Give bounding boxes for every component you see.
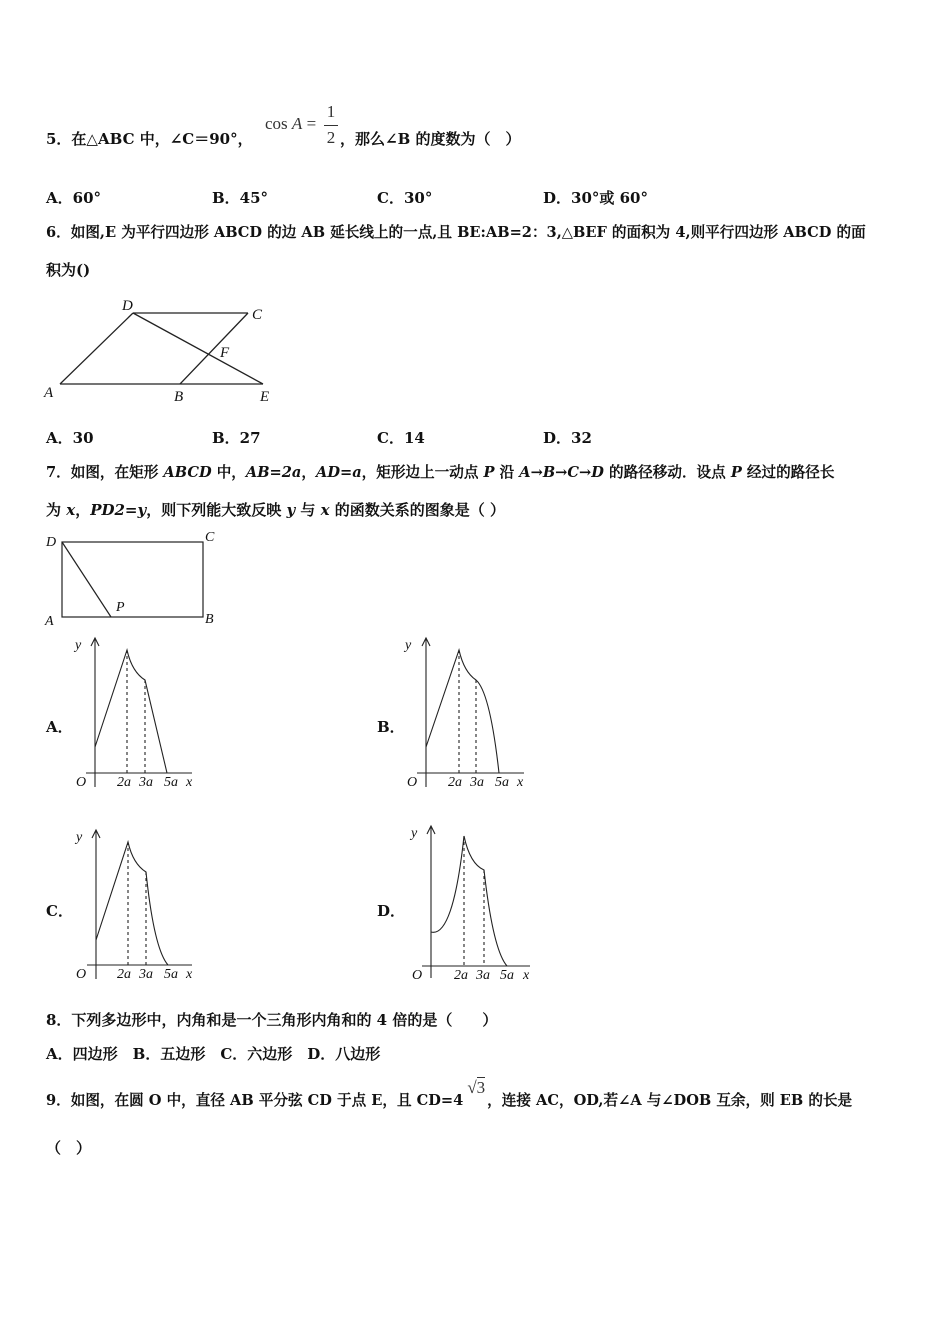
q7-l1-p4: ， [301, 464, 316, 481]
q7-label-b: B [205, 612, 214, 627]
graph-a-y-label: y [75, 638, 82, 653]
q5-option-b: B．45° [212, 189, 269, 207]
graph-b-x-label: x [517, 775, 524, 790]
q7-l1-p5: AD=a [316, 464, 362, 481]
q7-l1-p7: P [483, 464, 495, 481]
graph-b-tick-2a: 2a [448, 775, 462, 790]
q7-option-c: C． [46, 902, 73, 920]
q5-cos-var: A [291, 114, 303, 133]
q5-text-after: ，那么∠B 的度数为（ ） [340, 130, 521, 148]
q6-edge-cb [180, 313, 248, 384]
q7-l2-p0: 为 [46, 501, 67, 519]
q5-fraction-bar [324, 125, 338, 126]
q6-option-d: D．32 [543, 429, 592, 447]
graph-d-origin: O [412, 968, 423, 983]
q7-l1-p10: 的路径移动．设点 [603, 464, 731, 481]
q7-graph-c [70, 824, 200, 984]
graph-a-curve [95, 650, 167, 773]
q7-l2-p4: ，则下列能大致反映 [146, 501, 287, 519]
q6-line1: 6．如图,E 为平行四边形 ABCD 的边 AB 延长线上的一点,且 BE:AB=2：3,△BEF 的面积为 4,则平行四边形 ABCD 的面 [46, 224, 866, 241]
graph-a-tick-3a: 3a [139, 775, 153, 790]
q7-segment-dp [62, 542, 111, 617]
graph-d-tick-2a: 2a [454, 968, 468, 983]
q6-label-b: B [174, 389, 184, 405]
q6-option-b: B．27 [212, 429, 261, 447]
q7-l2-p7: x [320, 501, 330, 519]
graph-c-origin: O [76, 967, 87, 982]
q7-l2-p5: y [286, 501, 296, 519]
q7-l1-p9: A→B→C→D [519, 464, 604, 481]
q7-option-d: D． [377, 902, 406, 920]
q5-option-a: A．60° [46, 189, 102, 207]
q7-l1-p2: 中， [211, 464, 246, 481]
q5-cos-label: cos [265, 114, 288, 133]
graph-b-tick-3a: 3a [470, 775, 484, 790]
q7-l2-p2: ， [75, 501, 91, 519]
q7-rect-abcd [62, 542, 203, 617]
graph-d-tick-5a: 5a [500, 968, 514, 983]
q6-label-d: D [122, 298, 133, 314]
q6-label-e: E [260, 389, 270, 405]
q7-l2-p6: 与 [295, 501, 321, 519]
q7-option-a: A． [46, 718, 73, 736]
graph-c-curve [96, 842, 168, 965]
q7-label-c: C [205, 530, 215, 545]
q7-option-b: B． [377, 718, 405, 736]
q5-fraction-den: 2 [326, 128, 336, 147]
graph-a-tick-5a: 5a [164, 775, 178, 790]
graph-c-tick-3a: 3a [139, 967, 153, 982]
graph-d-tick-3a: 3a [476, 968, 490, 983]
q9-sqrt-sign: √ [467, 1078, 477, 1097]
q6-option-a: A．30 [46, 429, 94, 447]
q6-parallelogram-figure [40, 295, 280, 410]
q8-line1: 8．下列多边形中，内角和是一个三角形内角和的 4 倍的是（ ） [46, 1011, 498, 1029]
graph-c-x-label: x [186, 967, 193, 982]
q6-label-a: A [44, 385, 54, 401]
graph-d-x-label: x [523, 968, 530, 983]
q5-equals: = [306, 114, 317, 133]
q7-l2-p1: x [66, 501, 76, 519]
q7-rectangle-figure [42, 528, 232, 628]
q7-l2-p8: 的函数关系的图象是（ ） [329, 501, 506, 519]
q6-edge-ad [60, 313, 133, 384]
q7-l1-p3: AB=2a [245, 464, 302, 481]
q7-graph-a [70, 632, 200, 792]
graph-d-y-label: y [411, 826, 418, 841]
q7-l1-p11: P [730, 464, 742, 481]
q6-label-c: C [252, 307, 263, 323]
q7-label-p: P [116, 600, 125, 615]
q5-line [46, 128, 253, 149]
q7-graph-b [402, 632, 532, 792]
graph-c-y-label: y [76, 830, 83, 845]
q7-graph-d [408, 820, 538, 983]
q7-l1-p12: 经过的路径长 [741, 464, 835, 481]
q7-label-a: A [45, 614, 54, 629]
q9-text-after: ，连接 AC，OD,若∠A 与∠DOB 互余，则 EB 的长是 [487, 1092, 853, 1109]
graph-b-tick-5a: 5a [495, 775, 509, 790]
q9-text-before: 9．如图，在圆 O 中，直径 AB 平分弦 CD 于点 E，且 CD=4 [46, 1092, 464, 1109]
graph-a-origin: O [76, 775, 87, 790]
q7-line1 [46, 461, 834, 482]
q8-options: A．四边形 B．五边形 C．六边形 D．八边形 [46, 1045, 381, 1063]
q5-fraction-num: 1 [326, 102, 336, 121]
q5-cos-expression [265, 114, 316, 134]
q6-line2: 积为() [46, 261, 91, 279]
q7-l1-p8: 沿 [494, 464, 520, 481]
q9-sqrt [467, 1078, 485, 1098]
q7-l1-p0: 7．如图，在矩形 [46, 464, 164, 481]
graph-b-y-label: y [405, 638, 412, 653]
q7-label-d: D [46, 535, 57, 550]
graph-c-tick-5a: 5a [164, 967, 178, 982]
graph-c-tick-2a: 2a [117, 967, 131, 982]
q6-option-c: C．14 [377, 429, 425, 447]
graph-a-tick-2a: 2a [117, 775, 131, 790]
graph-d-curve [431, 836, 507, 966]
q7-line2 [46, 499, 505, 520]
q6-label-f: F [220, 345, 230, 361]
q9-sqrt-arg: 3 [476, 1078, 486, 1097]
graph-b-origin: O [407, 775, 418, 790]
q6-edge-de [133, 313, 263, 384]
graph-a-x-label: x [186, 775, 193, 790]
q5-option-c: C．30° [377, 189, 433, 207]
q9-line1 [46, 1078, 853, 1110]
q7-l1-p1: ABCD [163, 464, 212, 481]
q7-l2-p3: PD2=y [90, 501, 147, 519]
q7-l1-p6: ，矩形边上一动点 [361, 464, 484, 481]
q9-line2: （ ） [46, 1139, 92, 1157]
graph-b-curve [426, 650, 499, 773]
q5-text-before: 5．在△ABC 中，∠C＝90°， [46, 130, 253, 148]
q5-option-d: D．30°或 60° [543, 189, 648, 207]
